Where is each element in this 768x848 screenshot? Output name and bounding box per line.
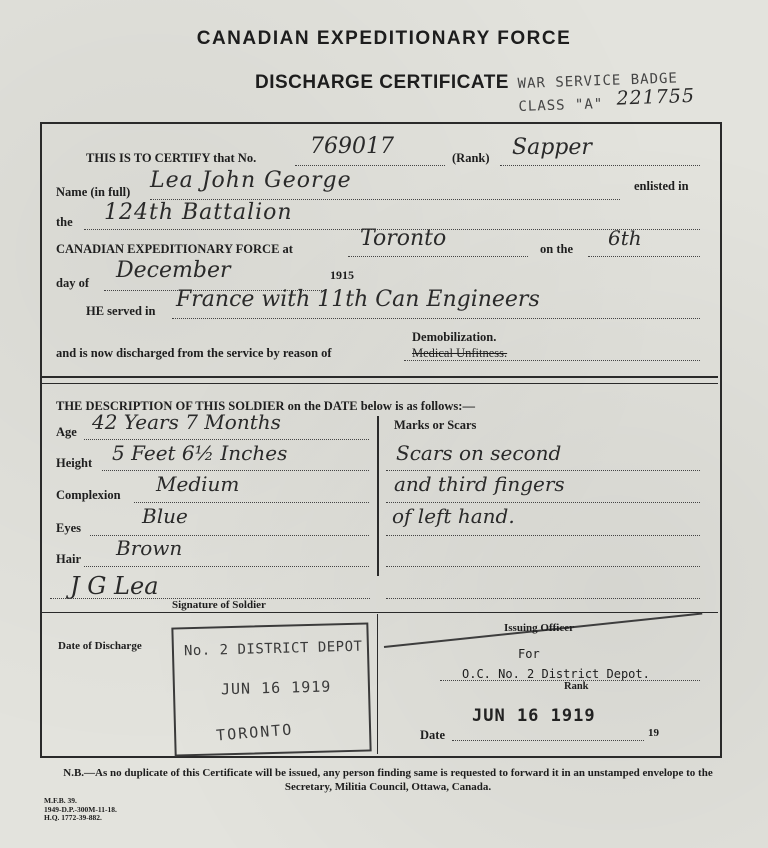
age-label: Age xyxy=(56,425,77,439)
hair-label: Hair xyxy=(56,552,81,566)
marks-line-2 xyxy=(386,502,700,503)
eyes-label: Eyes xyxy=(56,521,81,535)
form-code-3: H.Q. 1772-39-882. xyxy=(44,813,102,822)
soldier-signature: J G Lea xyxy=(70,572,159,600)
signature-label: Signature of Soldier xyxy=(172,599,266,611)
year-suffix: 19 xyxy=(648,727,659,739)
description-heading: THE DESCRIPTION OF THIS SOLDIER on the DATE below is as follows:— xyxy=(56,399,475,413)
served-line xyxy=(172,318,700,319)
form-code-2: 1949-D.P.-300M-11-18. xyxy=(44,804,117,814)
discharged-label: and is now discharged from the service by reason of xyxy=(56,346,332,360)
height-line xyxy=(102,470,369,471)
day-value: 6th xyxy=(608,226,642,250)
footer-note: N.B.—As no duplicate of this Certificate will be issued, any person finding same is requested to forward it in an unstamped envelope to the Secretary, Militia Council, Ottawa, Canada. xyxy=(63,767,713,793)
marks-line-4 xyxy=(386,566,700,567)
hair-line xyxy=(84,566,369,567)
day-of-label: day of xyxy=(56,276,89,290)
war-service-badge-stamp xyxy=(517,68,748,116)
marks-value-2: and third fingers xyxy=(394,472,565,496)
cef-at-label: CANADIAN EXPEDITIONARY FORCE at xyxy=(56,242,293,256)
certify-label: THIS IS TO CERTIFY that No. xyxy=(86,151,257,165)
stamp-date: JUN 16 1919 xyxy=(220,677,332,699)
discharge-column-divider xyxy=(377,614,378,754)
discharge-date-stamp: JUN 16 1919 xyxy=(472,706,596,726)
age-line xyxy=(84,439,369,440)
date-of-discharge-label: Date of Discharge xyxy=(58,640,142,652)
certificate-title: DISCHARGE CERTIFICATE xyxy=(255,72,509,93)
complexion-value: Medium xyxy=(156,472,240,496)
badge-stamp-line1: WAR SERVICE BADGE xyxy=(517,70,679,93)
complexion-label: Complexion xyxy=(56,488,121,502)
form-code-1: M.F.B. 39. xyxy=(44,796,77,805)
the-label: the xyxy=(56,215,73,229)
stamp-city: TORONTO xyxy=(215,720,294,745)
complexion-line xyxy=(134,502,369,503)
number-line xyxy=(295,165,445,166)
height-label: Height xyxy=(56,456,93,470)
oc-line: O.C. No. 2 District Depot. xyxy=(462,667,650,681)
year-value: 1915 xyxy=(330,268,354,282)
district-depot-stamp xyxy=(171,622,371,756)
marks-label: Marks or Scars xyxy=(394,418,477,432)
name-value: Lea John George xyxy=(150,168,352,193)
for-label: For xyxy=(518,647,540,661)
badge-number: 221755 xyxy=(616,84,696,110)
force-heading: CANADIAN EXPEDITIONARY FORCE xyxy=(196,28,572,49)
month-value: December xyxy=(116,258,231,283)
on-the-label: on the xyxy=(540,242,573,256)
marks-value-1: Scars on second xyxy=(396,441,562,465)
section-divider-2 xyxy=(42,612,718,613)
soldier-number: 769017 xyxy=(310,134,394,159)
reason-typed: Demobilization. xyxy=(412,330,497,344)
eyes-value: Blue xyxy=(142,504,188,528)
name-label: Name (in full) xyxy=(56,185,131,199)
served-value: France with 11th Can Engineers xyxy=(176,287,540,312)
description-column-divider xyxy=(377,416,379,576)
served-label: HE served in xyxy=(86,304,156,318)
marks-line-5 xyxy=(386,598,700,599)
stamp-depot-line: No. 2 DISTRICT DEPOT xyxy=(183,638,363,660)
place-value: Toronto xyxy=(360,226,447,251)
rank-label-bottom: Rank xyxy=(564,681,589,692)
rank-label: (Rank) xyxy=(452,151,490,165)
marks-line-3 xyxy=(386,535,700,536)
height-value: 5 Feet 6½ Inches xyxy=(112,441,288,465)
rank-line xyxy=(500,165,700,166)
place-line xyxy=(348,256,528,257)
date-label: Date xyxy=(420,728,445,742)
marks-value-3: of left hand. xyxy=(392,504,515,528)
issuing-officer-label: Issuing Officer xyxy=(504,622,574,634)
form-code-block xyxy=(44,797,117,823)
reason-struck: Medical Unfitness. xyxy=(412,346,508,360)
age-value: 42 Years 7 Months xyxy=(92,410,281,434)
section-divider-1 xyxy=(42,376,718,378)
day-line xyxy=(588,256,700,257)
marks-line-1 xyxy=(386,470,700,471)
section-divider-1b xyxy=(42,383,718,384)
enlisted-label: enlisted in xyxy=(634,179,689,193)
date-line xyxy=(452,740,644,741)
rank-value: Sapper xyxy=(512,135,592,160)
unit-value: 124th Battalion xyxy=(104,200,293,225)
hair-value: Brown xyxy=(116,536,183,560)
badge-class-label: CLASS "A" xyxy=(518,96,604,116)
